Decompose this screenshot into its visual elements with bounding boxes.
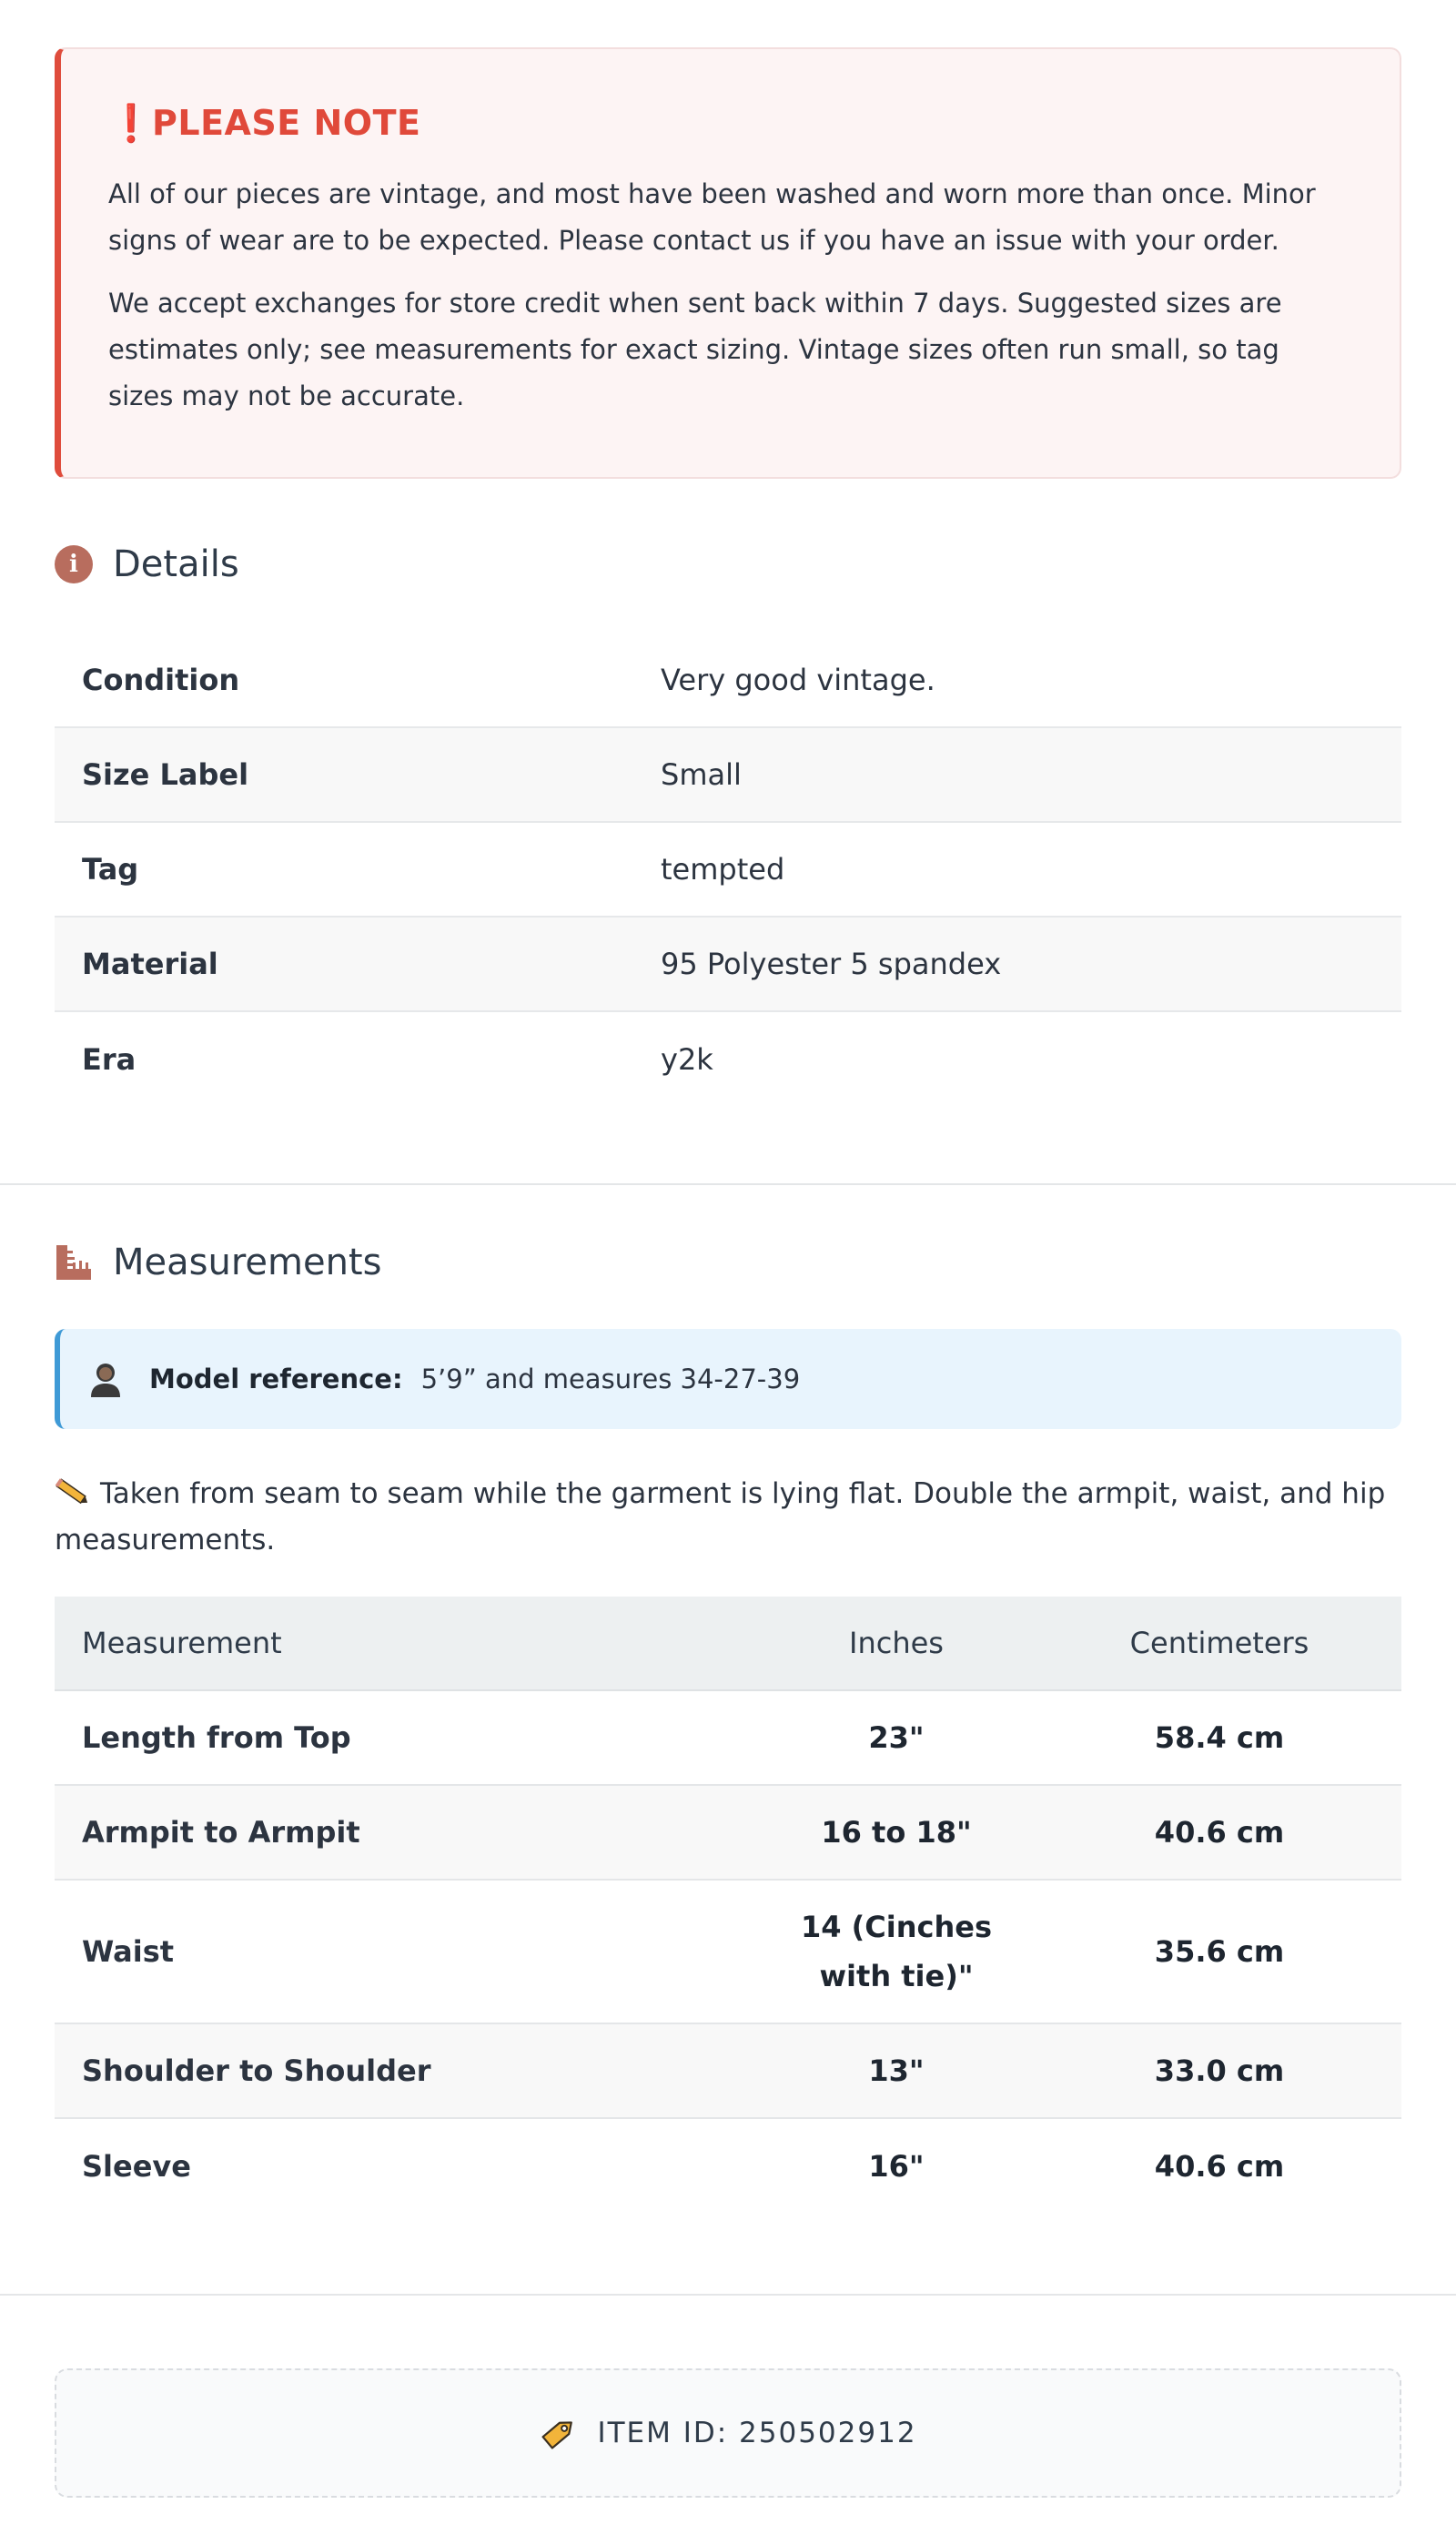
details-row-size-label — [55, 728, 1401, 823]
measurement-note — [55, 1471, 1401, 1564]
info-icon: i — [55, 545, 93, 583]
measurements-header — [55, 1242, 381, 1283]
details-value: tempted — [661, 852, 785, 887]
table-row — [55, 1691, 1401, 1786]
details-value: y2k — [661, 1042, 713, 1077]
details-value: Very good vintage. — [661, 663, 935, 697]
notice-paragraph-2: We accept exchanges for store credit when sent back within 7 days. Suggested sizes are estimates only; see measurements for exact sizing. Vintage sizes often run small, so tag sizes may not be accurate. — [108, 288, 1282, 411]
table-header-inches: Inches — [849, 1626, 944, 1660]
measurement-inches: 13" — [868, 2053, 925, 2088]
measurement-name: Sleeve — [82, 2149, 191, 2184]
table-row — [55, 2024, 1401, 2119]
table-row — [55, 2119, 1401, 2214]
details-row-era — [55, 1012, 1401, 1107]
table-header-measurement: Measurement — [82, 1626, 282, 1660]
ruler-icon — [55, 1243, 93, 1282]
item-id-box — [55, 2368, 1401, 2498]
measurement-name: Waist — [82, 1934, 175, 1969]
notice-title: PLEASE NOTE — [152, 103, 421, 143]
section-divider — [0, 1183, 1456, 1185]
details-row-tag — [55, 823, 1401, 918]
details-value: Small — [661, 757, 742, 792]
measurement-inches: 16 to 18" — [821, 1815, 972, 1850]
measurement-name: Armpit to Armpit — [82, 1815, 360, 1850]
measurements-table — [55, 1597, 1401, 2214]
table-header-centimeters: Centimeters — [1129, 1626, 1309, 1660]
pencil-icon — [55, 1477, 91, 1506]
details-label: Condition — [82, 663, 240, 697]
exclamation-icon: ❗ — [108, 102, 154, 145]
measurement-inches: 23" — [868, 1720, 925, 1755]
measurement-cm: 35.6 cm — [1154, 1934, 1285, 1969]
table-row — [55, 1786, 1401, 1881]
details-label: Tag — [82, 852, 139, 887]
model-reference-label: Model reference: — [149, 1364, 403, 1394]
measurement-cm: 58.4 cm — [1154, 1720, 1285, 1755]
measurement-cm: 33.0 cm — [1154, 2053, 1285, 2088]
table-row — [55, 1881, 1401, 2024]
tag-icon — [539, 2413, 579, 2453]
measurement-inches: 16" — [868, 2149, 925, 2184]
item-id-text: ITEM ID: 250502912 — [597, 2417, 917, 2449]
details-label: Era — [82, 1042, 136, 1077]
details-label: Size Label — [82, 757, 249, 792]
section-divider — [0, 2294, 1456, 2296]
please-note-box — [55, 47, 1401, 479]
table-header-row — [55, 1597, 1401, 1691]
measurement-name: Shoulder to Shoulder — [82, 2053, 431, 2088]
measurement-cm: 40.6 cm — [1154, 1815, 1285, 1850]
details-title: Details — [113, 543, 239, 585]
measurement-cm: 40.6 cm — [1154, 2149, 1285, 2184]
model-reference-value: 5’9” and measures 34-27-39 — [420, 1364, 801, 1394]
measurement-note-text: Taken from seam to seam while the garment is lying flat. Double the armpit, waist, and hip measurements. — [55, 1477, 1386, 1556]
details-label: Material — [82, 947, 218, 981]
details-header — [55, 543, 239, 585]
measurements-title: Measurements — [113, 1242, 382, 1283]
notice-header — [108, 100, 1352, 146]
details-row-material — [55, 918, 1401, 1012]
measurement-inches: 14 (Cinches with tie)" — [800, 1910, 993, 1993]
details-table — [55, 634, 1401, 1107]
details-value: 95 Polyester 5 spandex — [661, 947, 1002, 981]
person-icon — [89, 1361, 122, 1397]
details-row-condition — [55, 634, 1401, 728]
notice-paragraph-1: All of our pieces are vintage, and most have been washed and worn more than once. Minor signs of wear are to be expected. Please contact us if you have an issue with your order. — [108, 178, 1316, 256]
measurement-name: Length from Top — [82, 1720, 351, 1755]
model-reference-box — [55, 1329, 1401, 1429]
